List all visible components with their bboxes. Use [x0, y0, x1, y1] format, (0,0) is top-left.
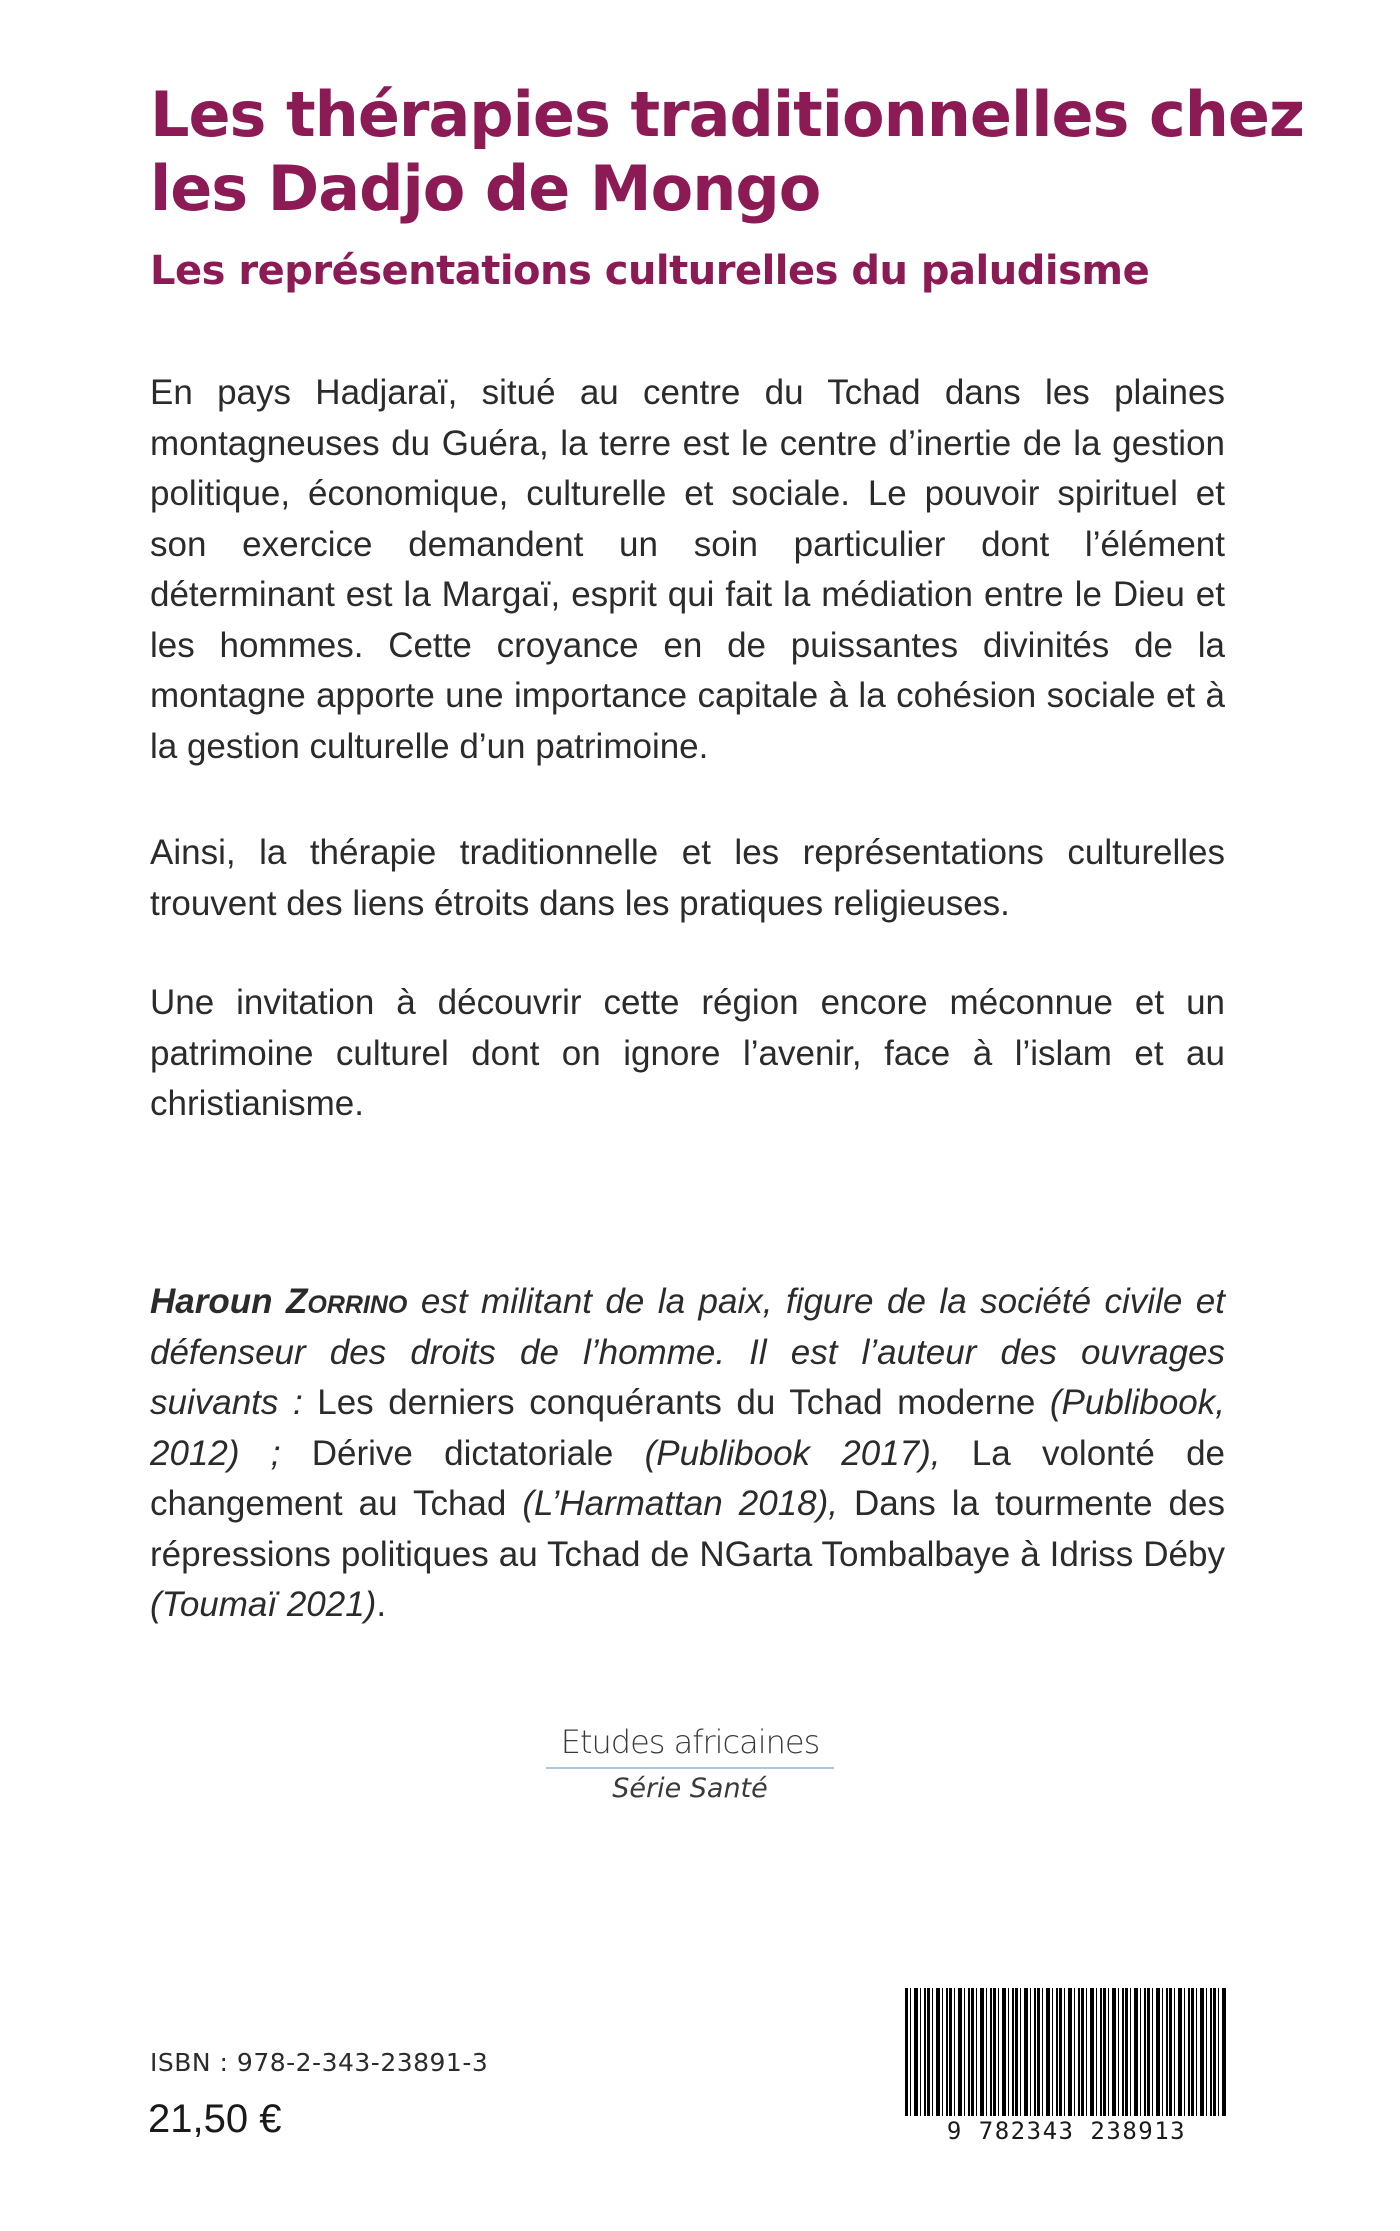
bio-end-punctuation: .: [376, 1585, 387, 1624]
barcode-digits: 9 782343 238913: [905, 2116, 1228, 2146]
isbn-label: ISBN : 978-2-343-23891-3: [150, 2048, 489, 2077]
work-1-title: Les derniers conquérants du Tchad moderne: [302, 1383, 1050, 1422]
work-2-title: Dérive dictatoriale: [280, 1433, 645, 1473]
work-3-title: La volonté de changement au Tchad: [150, 1433, 1226, 1523]
price-label: 21,50 €: [148, 2097, 282, 2141]
work-1-publisher: (Publibook, 2012) ;: [150, 1383, 1225, 1473]
summary-paragraph-3: Une invitation à découvrir cette région encore méconnue et un patrimoine culturel dont on ignore l’avenir, face à l’islam et au christianisme.: [150, 983, 1225, 1123]
book-subtitle: Les représentations culturelles du paludisme: [150, 248, 1150, 294]
summary-paragraph-2: Ainsi, la thérapie traditionnelle et les représentations culturelles trouvent des liens étroits dans les pratiques religieuses.: [150, 833, 1225, 923]
series-divider: [546, 1767, 834, 1769]
work-4-publisher: (Toumaï 2021): [150, 1585, 377, 1624]
work-2-publisher: (Publibook 2017),: [644, 1433, 941, 1473]
author-bio: [150, 1277, 1225, 1631]
summary-paragraph-1: En pays Hadjaraï, situé au centre du Tchad dans les plaines montagneuses du Guéra, la terre est le centre d’inertie de la gestion politique, économique, culturelle et sociale. Le pouvoir spirituel et son exercice demandent un soin particulier dont l’élément déterminant est la Margaï, esprit qui fait la médiation entre le Dieu et les hommes. Cette croyance en de puissantes divinités de la montagne apporte une importance capitale à la cohésion sociale et à la gestion culturelle d’un patrimoine.: [150, 373, 1225, 766]
author-last-name: Zorrino: [286, 1282, 408, 1321]
author-first-name: Haroun: [150, 1282, 273, 1321]
barcode: [905, 1988, 1228, 2145]
author-bio-intro: est militant de la paix, figure de la société civile et défenseur des droits de l’homme. Il est l’auteur des ouvrages suivants :: [150, 1282, 1225, 1422]
work-4-title: Dans la tourmente des répressions politiques au Tchad de NGarta Tombalbaye à Idriss Déby: [150, 1484, 1225, 1574]
work-3-publisher: (L’Harmattan 2018),: [522, 1484, 838, 1523]
author-name: [150, 1282, 407, 1321]
series-subtitle: Série Santé: [612, 1773, 768, 1804]
book-title: Les thérapies traditionnelles chez les Dadjo de Mongo: [150, 78, 1305, 225]
series-title: Etudes africaines: [560, 1723, 820, 1761]
barcode-bars: [905, 1988, 1228, 2123]
series-logo: [540, 1723, 840, 1804]
